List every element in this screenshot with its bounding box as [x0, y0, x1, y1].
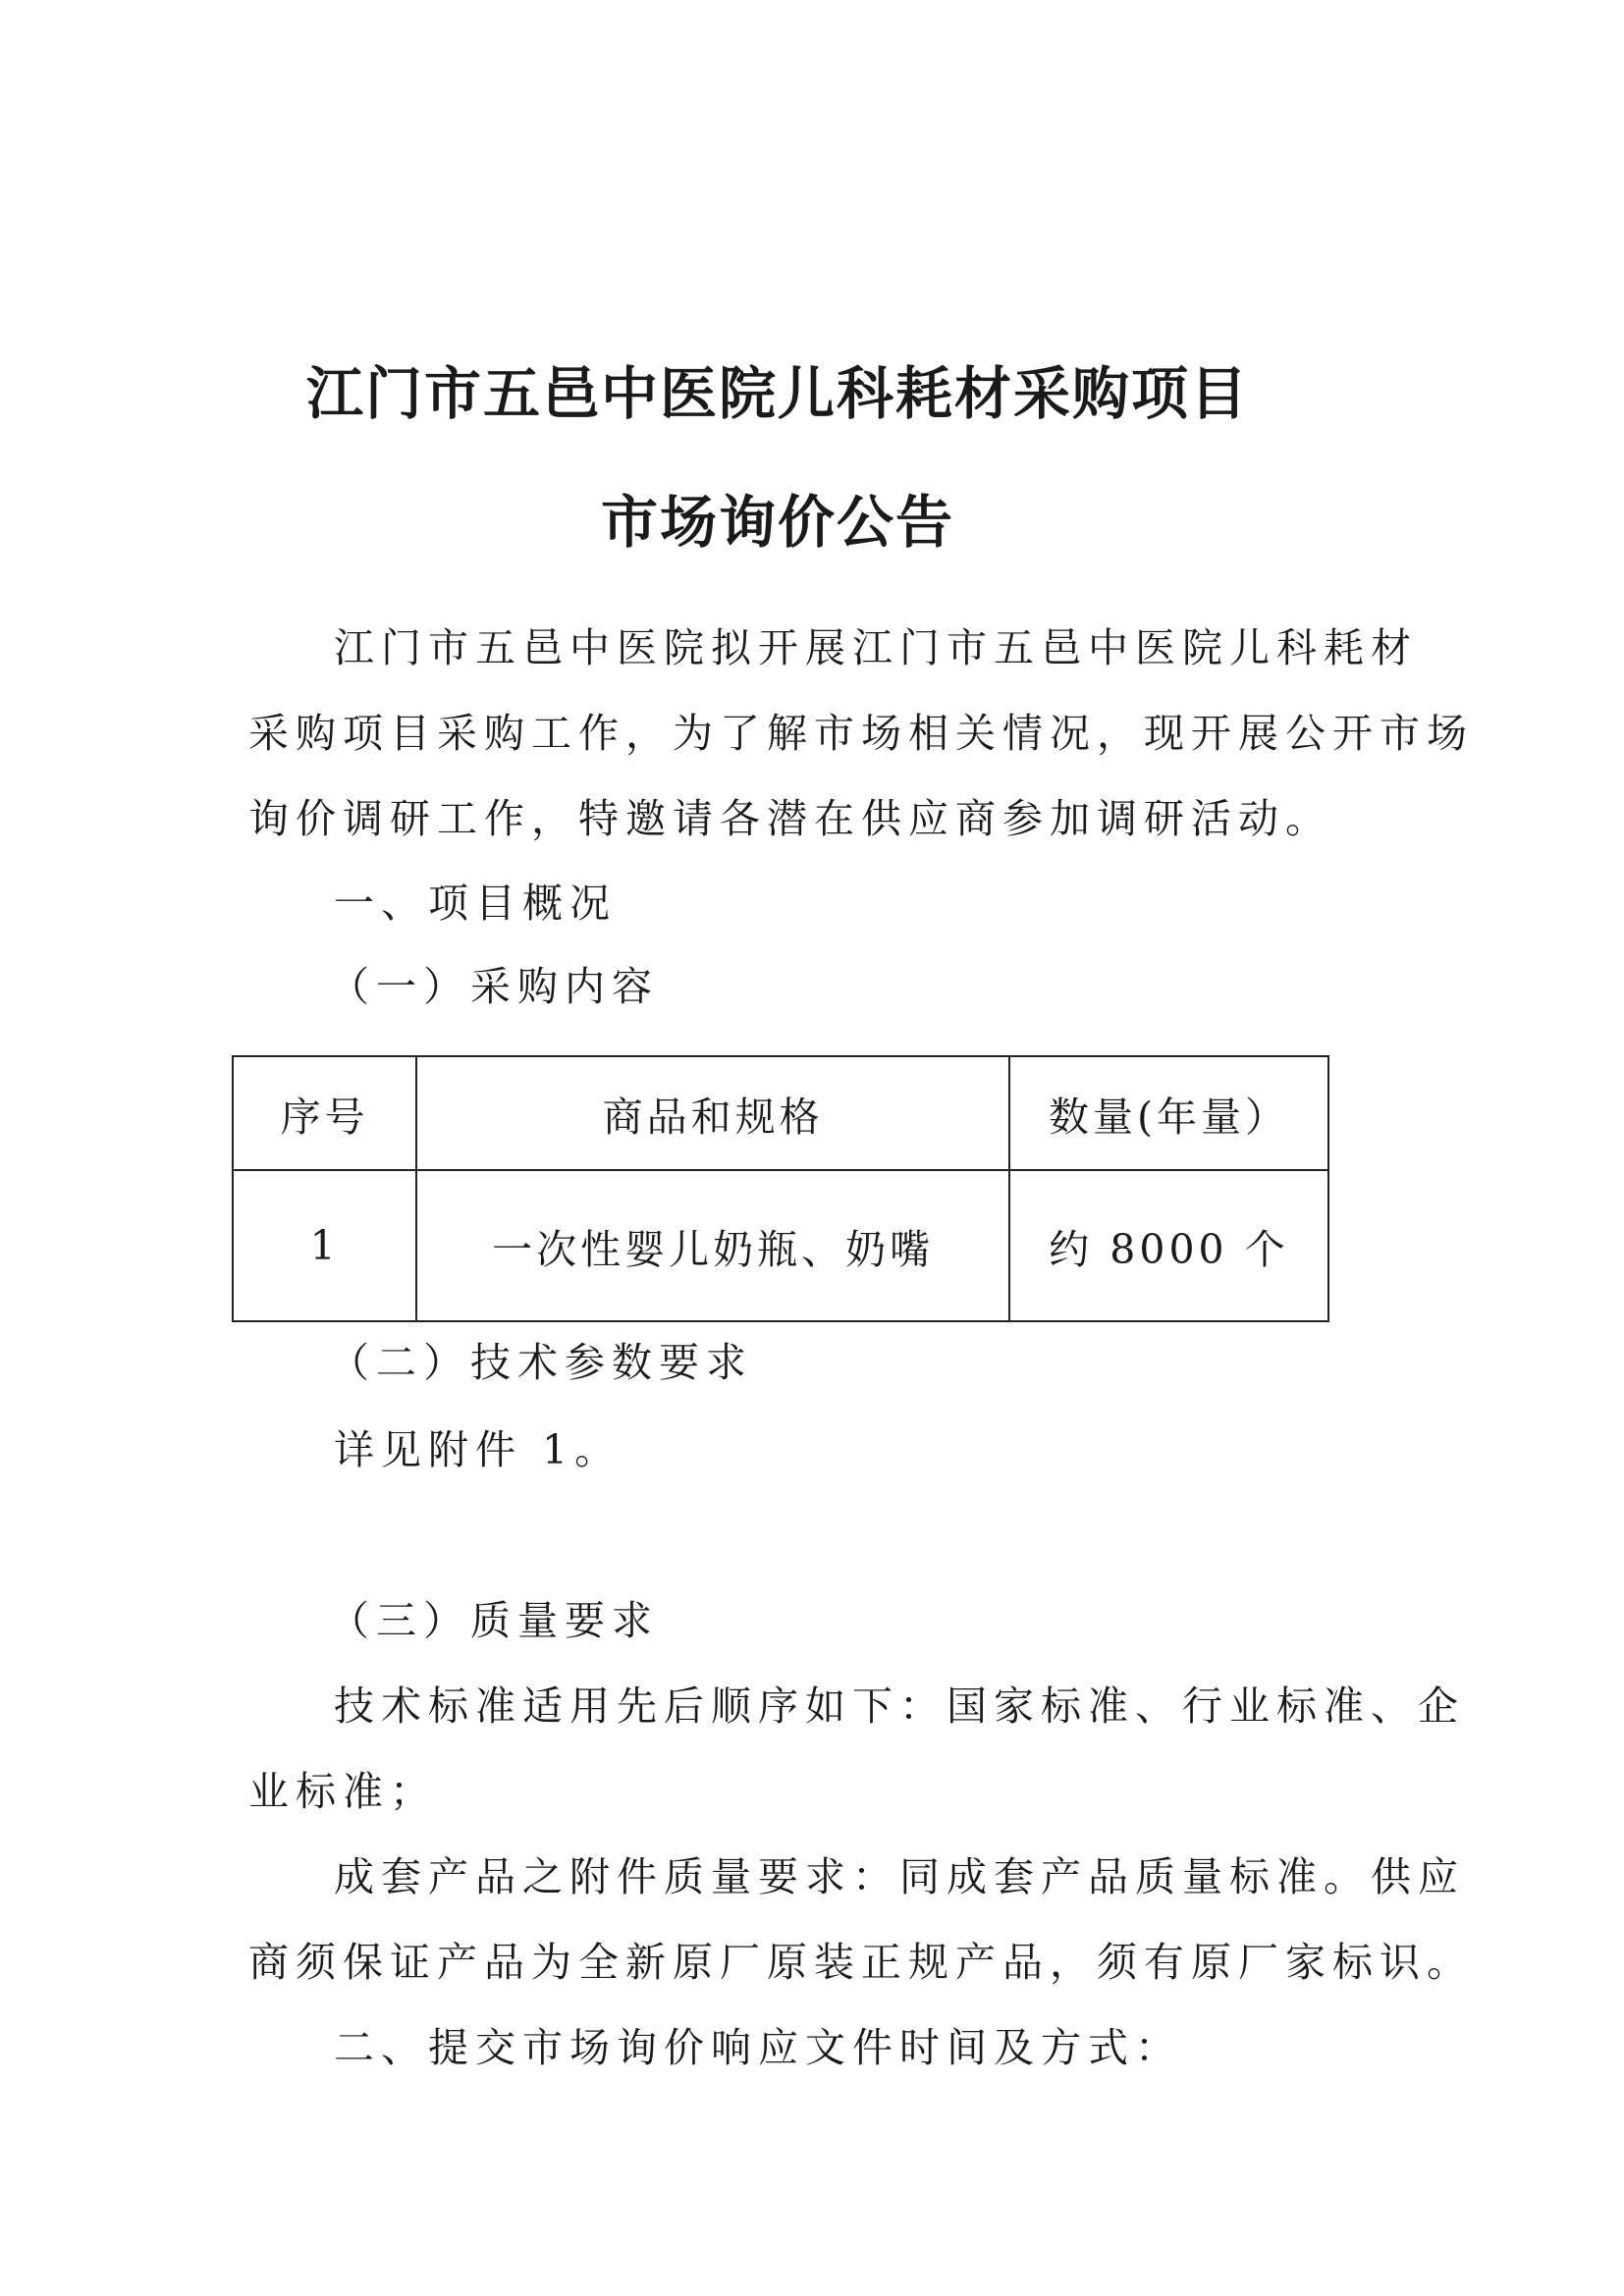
intro-paragraph-line-2: 采购项目采购工作，为了解市场相关情况，现开展公开市场	[248, 710, 1474, 757]
table-cell: 一次性婴儿奶瓶、奶嘴	[416, 1170, 1009, 1321]
quality-paragraph-1-line-2: 业标准；	[248, 1768, 437, 1815]
table-header-cell: 商品和规格	[416, 1056, 1009, 1170]
intro-paragraph-line-3: 询价调研工作，特邀请各潜在供应商参加调研活动。	[248, 795, 1332, 842]
table-header-row	[233, 1056, 1328, 1170]
table-cell: 1	[233, 1170, 416, 1321]
subsection-1-heading: （一）采购内容	[329, 963, 659, 1010]
section-2-heading: 二、提交市场询价响应文件时间及方式：	[334, 2024, 1182, 2071]
document-title-line-2: 市场询价公告	[600, 489, 954, 556]
quality-paragraph-2-line-1: 成套产品之附件质量要求：同成套产品质量标准。供应	[334, 1853, 1465, 1900]
subsection-3-heading: （三）质量要求	[329, 1597, 659, 1644]
subsection-2-heading: （二）技术参数要求	[329, 1339, 753, 1386]
quality-paragraph-2-line-2: 商须保证产品为全新原厂原装正规产品，须有原厂家标识。	[248, 1939, 1474, 1986]
quality-paragraph-1-line-1: 技术标准适用先后顺序如下：国家标准、行业标准、企	[334, 1682, 1465, 1730]
section-1-heading: 一、项目概况	[334, 880, 617, 927]
table-row	[233, 1170, 1328, 1321]
subsection-2-text: 详见附件 1。	[334, 1426, 623, 1473]
document-title-line-1: 江门市五邑中医院儿科耗材采购项目	[305, 360, 1249, 427]
procurement-items-table	[232, 1055, 1329, 1322]
intro-paragraph-line-1: 江门市五邑中医院拟开展江门市五邑中医院儿科耗材	[334, 624, 1418, 671]
table-cell: 约 8000 个	[1009, 1170, 1328, 1321]
table-header-cell: 序号	[233, 1056, 416, 1170]
table-header-cell: 数量(年量）	[1009, 1056, 1328, 1170]
